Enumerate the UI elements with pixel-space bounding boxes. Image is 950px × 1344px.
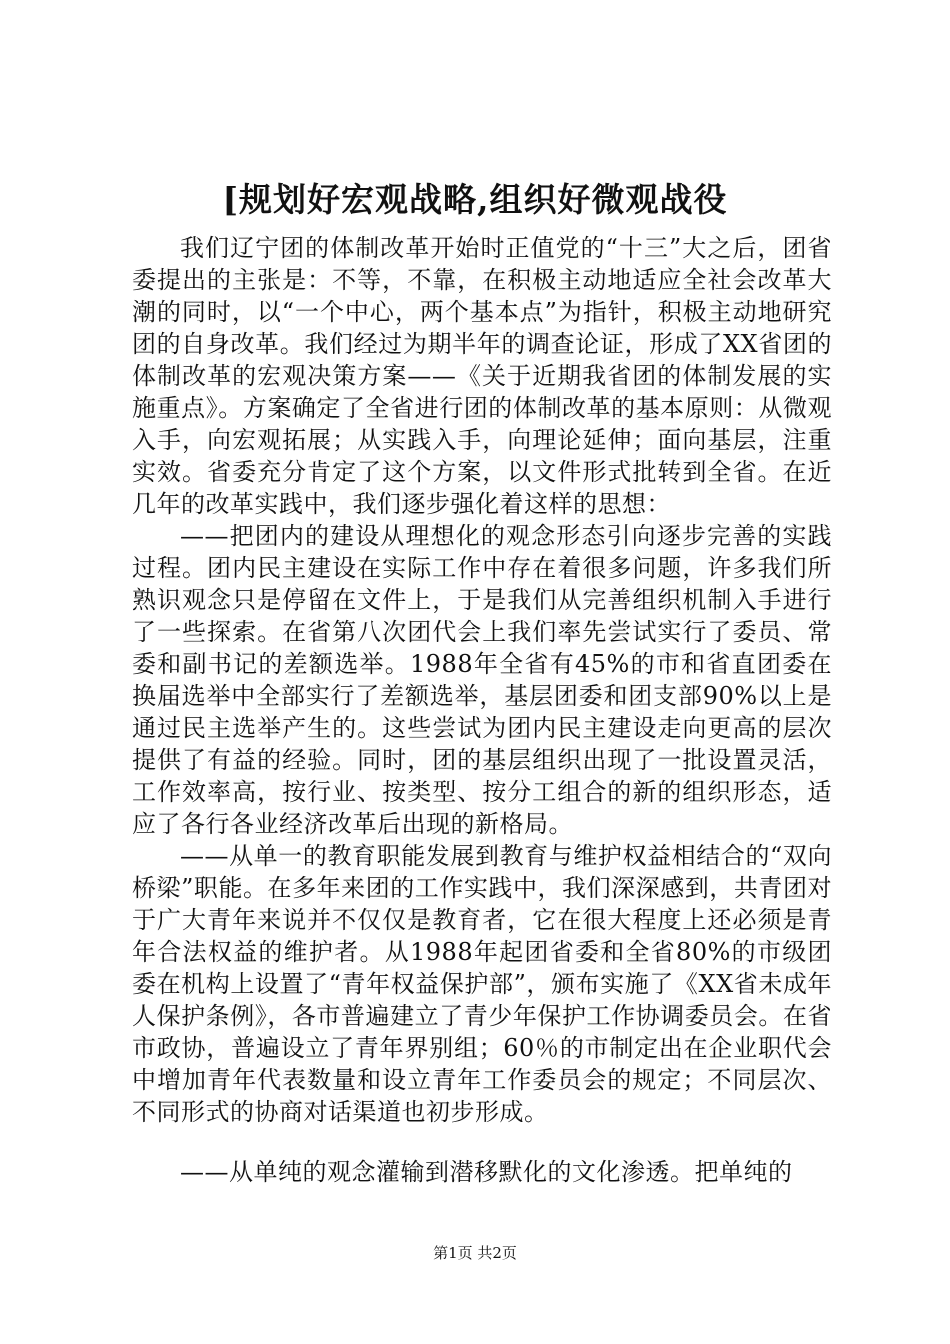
- paragraph-democracy: ——把团内的建设从理想化的观念形态引向逐步完善的实践过程。团内民主建设在实际工作中存在着很多问题，许多我们所熟识观念只是停留在文件上，于是我们从完善组织机制入手进行了一些探索。在省第八次团代会上我们率先尝试实行了委员、常委和副书记的差额选举。1988年全省有45%的市和省直团委在换届选举中全部实行了差额选举，基层团委和团支部90%以上是通过民主选举产生的。这些尝试为团内民主建设走向更高的层次提供了有益的经验。同时，团的基层组织出现了一批设置灵活，工作效率高，按行业、按类型、按分工组合的新的组织形态，适应了各行各业经济改革后出现的新格局。: [132, 522, 832, 838]
- page-footer: 第1页 共2页: [433, 1244, 517, 1262]
- paragraph-rights: ——从单一的教育职能发展到教育与维护权益相结合的“双向桥梁”职能。在多年来团的工作实践中，我们深深感到，共青团对于广大青年来说并不仅仅是教育者，它在很大程度上还必须是青年合法权益的维护者。从1988年起团省委和全省80%的市级团委在机构上设置了“青年权益保护部”，颁布实施了《XX省未成年人保护条例》，各市普遍建立了青少年保护工作协调委员会。在省市政协，普遍设立了青年界别组；60％的市制定出在企业职代会中增加青年代表数量和设立青年工作委员会的规定；不同层次、不同形式的协商对话渠道也初步形成。: [132, 842, 832, 1126]
- document-body: [132, 232, 832, 1188]
- document-title: [规划好宏观战略,组织好微观战役: [222, 180, 728, 219]
- paragraph-culture: ——从单纯的观念灌输到潜移默化的文化渗透。把单纯的: [180, 1158, 793, 1186]
- paragraph-intro: 我们辽宁团的体制改革开始时正值党的“十三”大之后，团省委提出的主张是：不等，不靠，在积极主动地适应全社会改革大潮的同时，以“一个中心，两个基本点”为指针，积极主动地研究团的自身改革。我们经过为期半年的调查论证，形成了XX省团的体制改革的宏观决策方案——《关于近期我省团的体制发展的实施重点》。方案确定了全省进行团的体制改革的基本原则：从微观入手，向宏观拓展；从实践入手，向理论延伸；面向基层，注重实效。省委充分肯定了这个方案，以文件形式批转到全省。在近几年的改革实践中，我们逐步强化着这样的思想：: [132, 234, 832, 518]
